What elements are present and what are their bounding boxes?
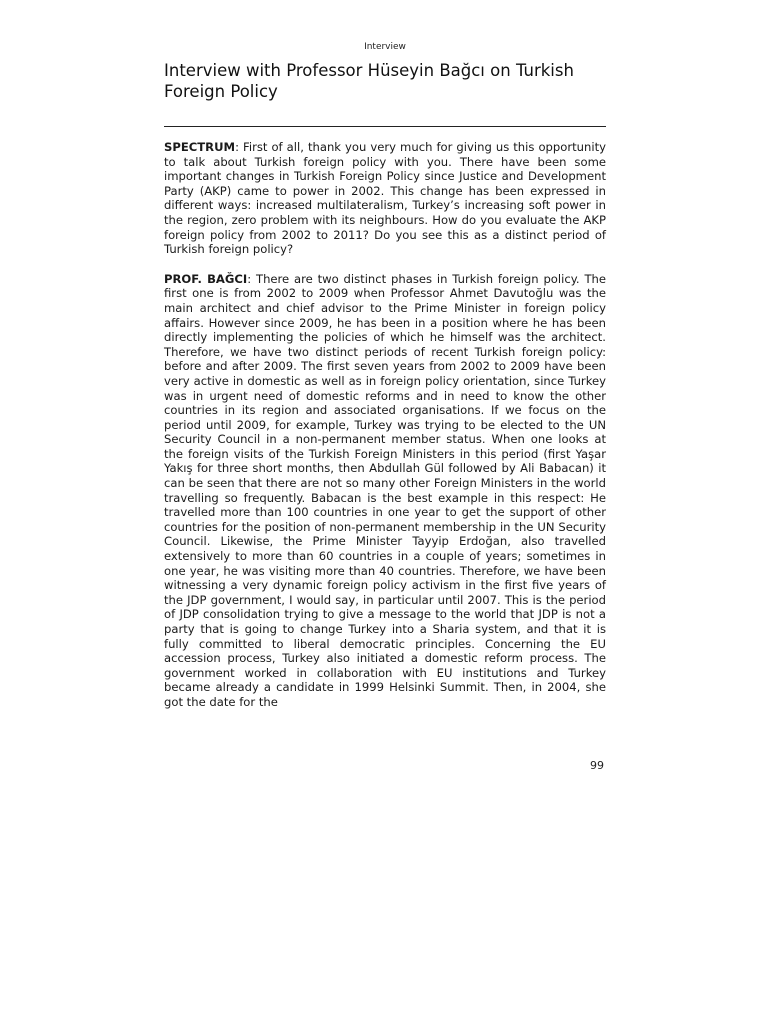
paragraph-spectrum-question bbox=[164, 140, 606, 257]
article-body bbox=[164, 140, 606, 725]
speaker-label: PROF. BAĞCI bbox=[164, 271, 248, 286]
speaker-separator: : bbox=[247, 271, 256, 286]
speaker-separator: : bbox=[235, 140, 244, 154]
paragraph-bagci-answer bbox=[164, 272, 606, 710]
paragraph-text: First of all, thank you very much for giving us this opportunity to talk about Turkish foreign policy with you. There have been some important changes in Turkish Foreign Policy since Justice and Development Party (AKP) came to power in 2002. This change has been expressed in different ways: increased multilateralism, Turkey’s increasing soft power in the region, zero problem with its neighbours. How do you evaluate the AKP foreign policy from 2002 to 2011? Do you see this as a distinct period of Turkish foreign policy? bbox=[164, 140, 607, 257]
speaker-label: SPECTRUM bbox=[164, 140, 236, 154]
article-title: Interview with Professor Hüseyin Bağcı on Turkish Foreign Policy bbox=[164, 61, 574, 101]
page-number: 99 bbox=[590, 759, 604, 772]
title-divider bbox=[164, 126, 606, 127]
running-header: Interview bbox=[364, 42, 406, 52]
paragraph-text: There are two distinct phases in Turkish foreign policy. The first one is from 2002 to 2009 when Professor Ahmet Davutoğlu was the main architect and chief advisor to the Prime Minister in foreign policy affairs. However since 2009, he has been in a position where he has been directly implementing the policies of which he himself was the architect. Therefore, we have two distinct periods of recent Turkish foreign policy: before and after 2009. The first seven years from 2002 to 2009 have been very active in domestic as well as in foreign policy orientation, since Turkey was in urgent need of domestic reforms and in need to know the other countries in its region and associated organisations. If we focus on the period until 2009, for example, Turkey was trying to be elected to the UN Security Council in a non-permanent member status. When one looks at the foreign visits of the Turkish Foreign Ministers in this period (first Yaşar Yakış for three short months, then Abdullah Gül followed by Ali Babacan) it can be seen that there are not so many other Foreign Ministers in the world travelling so frequently. Babacan is the best example in this respect: He travelled more than 100 countries in one year to get the support of other countries for the position of non-permanent membership in the UN Security Council. Likewise, the Prime Minister Tayyip Erdoğan, also travelled extensively to more than 60 countries in a couple of years; sometimes in one year, he was visiting more than 40 countries. Therefore, we have been witnessing a very dynamic foreign policy activism in the first five years of the JDP government, I would say, in particular until 2007. This is the period of JDP consolidation trying to give a message to the world that JDP is not a party that is going to change Turkey into a Sharia system, and that it is fully committed to liberal democratic principles. Concerning the EU accession process, Turkey also initiated a domestic reform process. The government worked in collaboration with EU institutions and Turkey became already a candidate in 1999 Helsinki Summit. Then, in 2004, she got the date for the bbox=[164, 271, 607, 709]
